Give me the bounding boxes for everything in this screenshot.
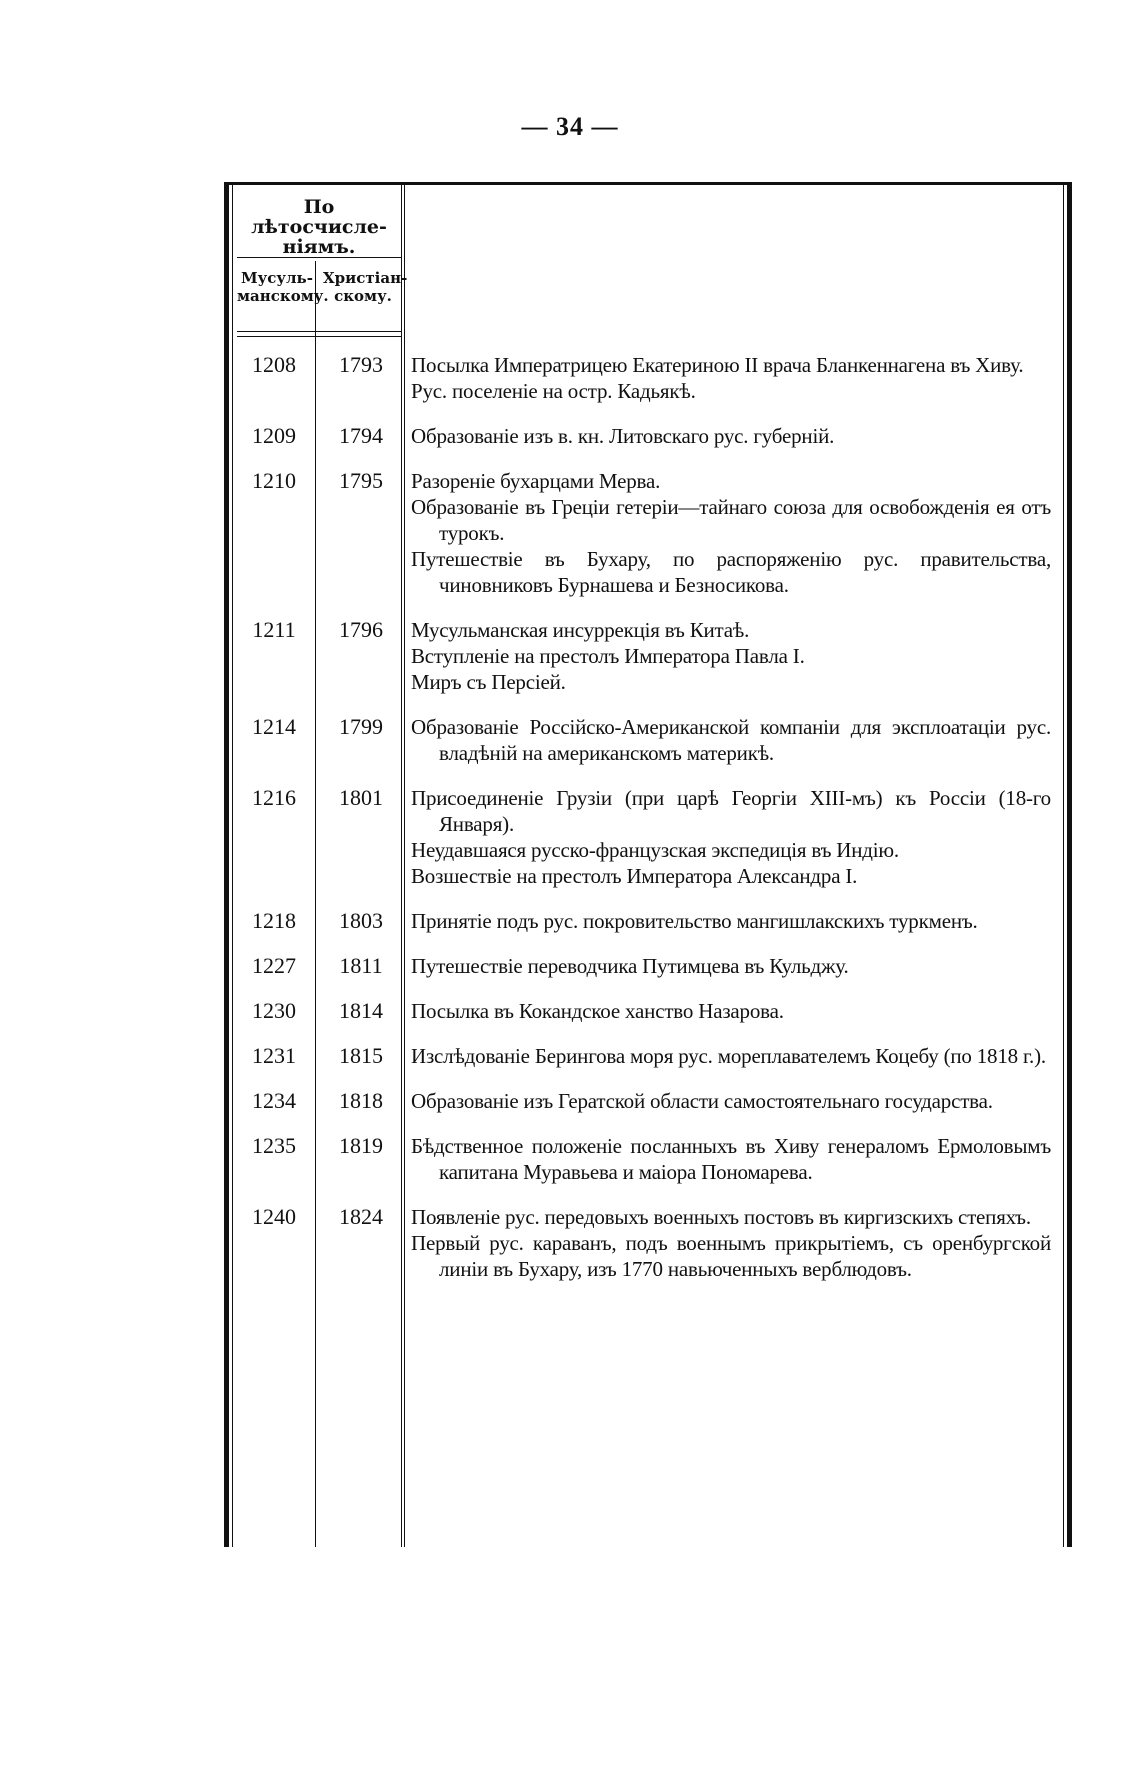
event-text: Образованіе Россійско-Американской компаніи для эксплоатаціи рус. владѣній на американскомъ материкѣ. <box>411 715 1051 765</box>
event-list <box>411 1088 1051 1114</box>
event-text: Путешествіе переводчика Путимцева въ Кульджу. <box>411 954 849 978</box>
muslim-year: 1231 <box>252 1043 296 1068</box>
muslim-year: 1218 <box>252 908 296 933</box>
christian-year: 1796 <box>339 617 383 642</box>
event-text: Образованіе изъ Гератской области самостоятельнаго государства. <box>411 1089 993 1113</box>
christian-year: 1819 <box>339 1133 383 1158</box>
christian-year: 1811 <box>339 953 383 978</box>
muslim-year: 1216 <box>252 785 296 810</box>
event-list <box>411 617 1051 695</box>
muslim-year: 1234 <box>252 1088 296 1113</box>
event-list <box>411 953 1051 979</box>
event-list <box>411 468 1051 598</box>
table-row <box>224 908 1072 934</box>
header-christian-calendar: Христіан-скому. <box>323 269 408 305</box>
table-row <box>224 953 1072 979</box>
header-rule <box>237 257 401 258</box>
event-text: Первый рус. караванъ, подъ военнымъ прикрытіемъ, съ оренбургской линіи въ Бухару, изъ 1770 навьюченныхъ верблюдовъ. <box>411 1231 1051 1281</box>
event-text: Неудавшаяся русско-французская экспедиція въ Индію. <box>411 838 899 862</box>
header-bottom-rule <box>237 331 401 337</box>
event-text: Вступленіе на престолъ Императора Павла I. <box>411 644 805 668</box>
entries-list <box>224 352 1072 1301</box>
event-text: Мусульманская инсуррекція въ Китаѣ. <box>411 618 750 642</box>
muslim-year: 1235 <box>252 1133 296 1158</box>
christian-year: 1824 <box>339 1204 383 1229</box>
christian-year: 1793 <box>339 352 383 377</box>
muslim-year: 1240 <box>252 1204 296 1229</box>
table-row <box>224 1133 1072 1185</box>
page-number: — 34 — <box>521 112 619 141</box>
event-text: Миръ съ Персіей. <box>411 670 566 694</box>
muslim-year: 1209 <box>252 423 296 448</box>
table-row <box>224 714 1072 766</box>
christian-year: 1799 <box>339 714 383 739</box>
header-chronology-title: По лѣтосчисле-ніямъ. <box>251 196 387 258</box>
muslim-year: 1211 <box>252 617 296 642</box>
event-list <box>411 1204 1051 1282</box>
event-list <box>411 908 1051 934</box>
christian-year: 1815 <box>339 1043 383 1068</box>
table-row <box>224 423 1072 449</box>
muslim-year: 1214 <box>252 714 296 739</box>
event-text: Образованіе изъ в. кн. Литовскаго рус. губерній. <box>411 424 835 448</box>
christian-year: 1801 <box>339 785 383 810</box>
event-text: Возшествіе на престолъ Императора Александра I. <box>411 864 858 888</box>
event-text: Разореніе бухарцами Мерва. <box>411 469 661 493</box>
event-text: Бѣдственное положеніе посланныхъ въ Хиву генераломъ Ермоловымъ капитана Муравьева и маіора Пономарева. <box>411 1134 1051 1184</box>
event-list <box>411 352 1051 404</box>
table-row <box>224 1088 1072 1114</box>
table-row <box>224 785 1072 889</box>
event-list <box>411 998 1051 1024</box>
event-text: Путешествіе въ Бухару, по распоряженію рус. правительства, чиновниковъ Бурнашева и Безносикова. <box>411 547 1051 597</box>
event-text: Принятіе подъ рус. покровительство мангишлакскихъ туркменъ. <box>411 909 978 933</box>
event-text: Рус. поселеніе на остр. Кадьякѣ. <box>411 379 696 403</box>
christian-year: 1803 <box>339 908 383 933</box>
christian-year: 1795 <box>339 468 383 493</box>
table-row <box>224 468 1072 598</box>
event-list <box>411 1133 1051 1185</box>
event-text: Образованіе въ Греціи гетеріи—тайнаго союза для освобожденія ея отъ турокъ. <box>411 495 1051 545</box>
event-list <box>411 423 1051 449</box>
event-list <box>411 785 1051 889</box>
table-row <box>224 1043 1072 1069</box>
table-row <box>224 617 1072 695</box>
event-list <box>411 1043 1051 1069</box>
event-text: Присоединеніе Грузіи (при царѣ Георгіи XIII-мъ) къ Россіи (18-го Января). <box>411 786 1051 836</box>
muslim-year: 1227 <box>252 953 296 978</box>
table-row <box>224 352 1072 404</box>
event-text: Изслѣдованіе Берингова моря рус. мореплавателемъ Коцебу (по 1818 г.). <box>411 1044 1046 1068</box>
event-list <box>411 714 1051 766</box>
table-row <box>224 998 1072 1024</box>
muslim-year: 1210 <box>252 468 296 493</box>
event-text: Появленіе рус. передовыхъ военныхъ постовъ въ киргизскихъ степяхъ. <box>411 1205 1031 1229</box>
christian-year: 1794 <box>339 423 383 448</box>
header-muslim-calendar: Мусуль-манскому. <box>237 269 329 305</box>
muslim-year: 1208 <box>252 352 296 377</box>
event-text: Посылка Императрицею Екатериною II врача Бланкеннагена въ Хиву. <box>411 353 1024 377</box>
event-text: Посылка въ Кокандское ханство Назарова. <box>411 999 784 1023</box>
muslim-year: 1230 <box>252 998 296 1023</box>
christian-year: 1814 <box>339 998 383 1023</box>
table-row <box>224 1204 1072 1282</box>
christian-year: 1818 <box>339 1088 383 1113</box>
